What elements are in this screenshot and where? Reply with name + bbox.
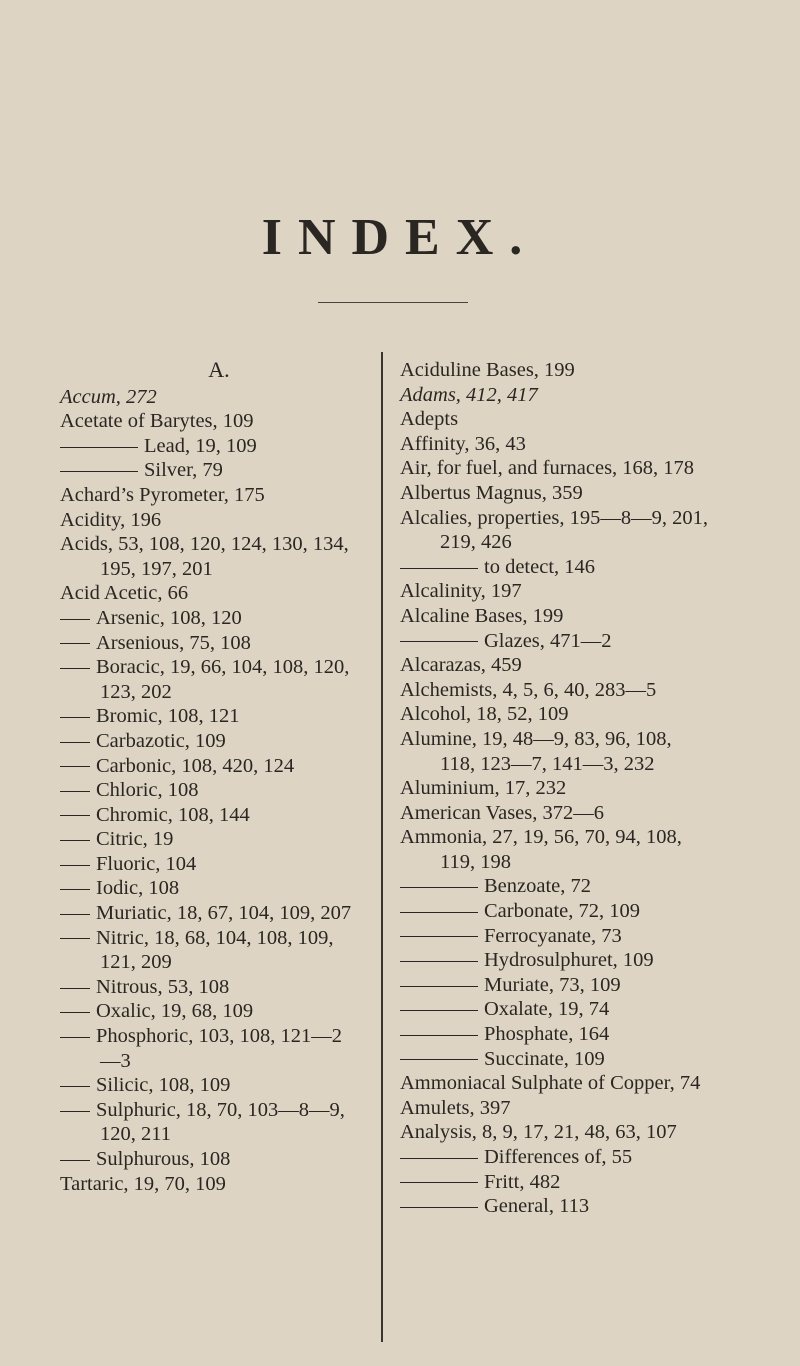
ditto-dash <box>60 471 138 472</box>
ditto-dash <box>60 619 90 620</box>
ditto-dash <box>60 791 90 792</box>
right-entry-list <box>400 358 796 1219</box>
ditto-dash <box>60 938 90 939</box>
index-entry-text: Muriatic, 18, 67, 104, 109, 207 <box>96 902 352 925</box>
ditto-dash <box>60 865 90 866</box>
index-entry <box>400 801 796 826</box>
ditto-dash <box>400 936 478 937</box>
page-title: INDEX. <box>261 209 539 266</box>
index-entry-text: Chromic, 108, 144 <box>96 803 250 826</box>
index-entry-text: Silver, 79 <box>144 459 223 482</box>
index-entry <box>400 924 796 949</box>
ditto-dash <box>60 643 90 644</box>
ditto-dash <box>400 1207 478 1208</box>
index-entry <box>400 555 796 580</box>
index-entry <box>60 434 378 459</box>
column-divider <box>381 352 383 1342</box>
ditto-dash <box>400 1010 478 1011</box>
index-entry-text: Glazes, 471—2 <box>484 629 612 652</box>
index-entry <box>60 827 378 852</box>
ditto-dash <box>60 1160 90 1161</box>
title-underline <box>318 302 468 303</box>
index-entry <box>400 1096 796 1121</box>
index-entry <box>400 629 796 654</box>
index-entry-continuation <box>400 752 796 777</box>
index-entry-text: Aciduline Bases, 199 <box>400 359 575 381</box>
index-entry <box>60 778 378 803</box>
index-entry <box>400 899 796 924</box>
index-entry <box>60 1172 378 1197</box>
index-entry-text: Succinate, 109 <box>484 1047 605 1070</box>
ditto-dash <box>60 1012 90 1013</box>
index-entry-text: American Vases, 372—6 <box>400 801 605 824</box>
ditto-dash <box>400 1059 478 1060</box>
index-entry <box>400 1071 796 1096</box>
ditto-dash <box>60 766 90 767</box>
index-entry-text: Acids, 53, 108, 120, 124, 130, 134, <box>60 533 349 556</box>
index-entry-continuation <box>400 530 796 555</box>
index-entry-text: Achard’s Pyrometer, 175 <box>60 483 265 506</box>
index-entry-text: Alcohol, 18, 52, 109 <box>400 703 569 726</box>
index-entry-text: 219, 426 <box>440 531 512 554</box>
ditto-dash <box>60 988 90 989</box>
index-entry-text: Oxalic, 19, 68, 109 <box>96 1000 254 1023</box>
index-entry-text: Fritt, 482 <box>484 1170 561 1193</box>
index-entry <box>400 874 796 899</box>
index-entry-text: Nitric, 18, 68, 104, 108, 109, <box>96 926 334 949</box>
ditto-dash <box>400 1182 478 1183</box>
index-entry <box>60 754 378 779</box>
index-entry-text: Silicic, 108, 109 <box>96 1074 231 1097</box>
index-entry <box>60 704 378 729</box>
index-entry-text: General, 113 <box>484 1195 590 1218</box>
index-entry-text: Alumine, 19, 48—9, 83, 96, 108, <box>400 727 672 750</box>
ditto-dash <box>60 717 90 718</box>
index-entry-text: Ammonia, 27, 19, 56, 70, 94, 108, <box>400 826 682 849</box>
index-entry <box>400 432 796 457</box>
index-entry <box>400 579 796 604</box>
index-entry-text: Citric, 19 <box>96 828 174 851</box>
index-entry <box>60 803 378 828</box>
index-entry-text: Benzoate, 72 <box>484 875 592 898</box>
index-entry <box>60 581 378 606</box>
left-column <box>60 358 378 1196</box>
index-entry-text: Sulphuric, 18, 70, 103—8—9, <box>96 1098 345 1121</box>
index-entry <box>400 481 796 506</box>
index-entry-continuation <box>60 680 378 705</box>
ditto-dash <box>400 961 478 962</box>
ditto-dash <box>60 815 90 816</box>
index-entry-text: Nitrous, 53, 108 <box>96 975 230 998</box>
ditto-dash <box>400 568 478 569</box>
index-entry-text: Oxalate, 19, 74 <box>484 998 610 1021</box>
right-column <box>400 358 796 1219</box>
index-entry <box>60 901 378 926</box>
index-entry-text: Bromic, 108, 121 <box>96 705 240 728</box>
ditto-dash <box>60 840 90 841</box>
index-entry-text: 119, 198 <box>440 850 511 873</box>
index-entry-text: Acetate of Barytes, 109 <box>60 410 254 433</box>
index-entry <box>60 729 378 754</box>
index-entry <box>400 653 796 678</box>
index-entry-text: Arsenic, 108, 120 <box>96 606 242 629</box>
index-entry-text: Carbazotic, 109 <box>96 729 226 752</box>
index-entry-text: Acidity, 196 <box>60 508 162 531</box>
index-entry <box>400 776 796 801</box>
index-entry-text: Affinity, 36, 43 <box>400 432 526 455</box>
index-entry <box>400 1145 796 1170</box>
index-entry <box>60 655 378 680</box>
index-entry-text: Phosphate, 164 <box>484 1023 610 1046</box>
ditto-dash <box>60 889 90 890</box>
ditto-dash <box>60 914 90 915</box>
index-entry-text: Acid Acetic, 66 <box>60 582 189 605</box>
index-entry <box>400 948 796 973</box>
ditto-dash <box>60 1037 90 1038</box>
index-entry <box>60 999 378 1024</box>
index-entry-text: Carbonic, 108, 420, 124 <box>96 754 295 777</box>
index-entry-text: Adepts <box>400 408 459 431</box>
ditto-dash <box>400 912 478 913</box>
index-entry <box>60 508 378 533</box>
ditto-dash <box>400 986 478 987</box>
ditto-dash <box>400 1158 478 1159</box>
section-letter: A. <box>208 357 230 382</box>
index-entry <box>400 973 796 998</box>
index-entry-text: Lead, 19, 109 <box>144 434 257 457</box>
index-entry-text: Ferrocyanate, 73 <box>484 924 622 947</box>
index-entry <box>60 1073 378 1098</box>
index-entry <box>60 409 378 434</box>
index-entry <box>60 483 378 508</box>
index-entry <box>400 1170 796 1195</box>
index-entry-text: Tartaric, 19, 70, 109 <box>60 1172 226 1195</box>
index-entry <box>400 678 796 703</box>
index-entry <box>400 407 796 432</box>
index-entry-text: Differences of, 55 <box>484 1146 633 1168</box>
index-entry-text: Accum, 272 <box>60 385 157 408</box>
index-entry <box>60 876 378 901</box>
index-entry <box>400 702 796 727</box>
index-entry-text: 120, 211 <box>100 1123 171 1146</box>
index-entry-text: Sulphurous, 108 <box>96 1148 231 1170</box>
ditto-dash <box>60 668 90 669</box>
index-entry-text: Alcaline Bases, 199 <box>400 604 564 627</box>
index-entry-text: Arsenious, 75, 108 <box>96 631 251 654</box>
index-entry-text: Air, for fuel, and furnaces, 168, 178 <box>400 457 695 480</box>
index-entry <box>400 825 796 850</box>
index-entry-text: Albertus Magnus, 359 <box>400 481 583 504</box>
index-entry-text: Alcarazas, 459 <box>400 654 522 677</box>
index-entry <box>60 1147 378 1172</box>
index-entry <box>60 532 378 557</box>
index-entry-text: —3 <box>100 1049 131 1072</box>
index-entry <box>60 852 378 877</box>
index-entry <box>60 1098 378 1123</box>
index-entry-text: Boracic, 19, 66, 104, 108, 120, <box>96 656 350 679</box>
index-entry-text: Phosphoric, 103, 108, 121—2 <box>96 1025 342 1048</box>
index-entry <box>400 1022 796 1047</box>
index-entry-text: 123, 202 <box>100 680 172 703</box>
ditto-dash <box>400 1035 478 1036</box>
index-entry-text: Chloric, 108 <box>96 779 199 802</box>
ditto-dash <box>400 887 478 888</box>
index-entry-text: Iodic, 108 <box>96 877 180 900</box>
index-entry <box>60 975 378 1000</box>
index-entry-text: Hydrosulphuret, 109 <box>484 949 654 972</box>
index-entry <box>400 1194 796 1219</box>
index-entry <box>400 604 796 629</box>
index-entry <box>60 606 378 631</box>
index-entry-text: Ammoniacal Sulphate of Copper, 74 <box>400 1072 701 1095</box>
index-entry-text: Amulets, 397 <box>400 1096 511 1119</box>
index-entry <box>60 1024 378 1049</box>
ditto-dash <box>60 447 138 448</box>
index-entry-text: Adams, 412, 417 <box>400 383 538 406</box>
ditto-dash <box>60 1111 90 1112</box>
index-entry <box>400 997 796 1022</box>
index-entry-text: Muriate, 73, 109 <box>484 973 621 996</box>
left-entry-list <box>60 385 378 1197</box>
index-entry <box>60 926 378 951</box>
index-entry-continuation <box>400 850 796 875</box>
ditto-dash <box>400 641 478 642</box>
index-entry <box>400 506 796 531</box>
index-entry-text: Fluoric, 104 <box>96 852 197 875</box>
index-entry-continuation <box>60 557 378 582</box>
index-entry <box>400 1047 796 1072</box>
index-entry-continuation <box>60 1122 378 1147</box>
index-entry <box>400 456 796 481</box>
index-entry-text: to detect, 146 <box>484 555 596 578</box>
index-entry-text: Alcalies, properties, 195—8—9, 201, <box>400 506 709 529</box>
index-entry-text: 118, 123—7, 141—3, 232 <box>440 752 655 775</box>
index-entry-continuation <box>60 1049 378 1074</box>
index-entry-continuation <box>60 950 378 975</box>
index-entry-text: Aluminium, 17, 232 <box>400 777 567 800</box>
index-entry <box>400 1120 796 1145</box>
index-entry-text: 121, 209 <box>100 951 172 974</box>
ditto-dash <box>60 742 90 743</box>
index-entry-text: Carbonate, 72, 109 <box>484 900 640 923</box>
index-entry <box>60 458 378 483</box>
index-entry <box>60 385 378 410</box>
index-entry-text: Alcalinity, 197 <box>400 580 522 603</box>
index-entry-text: Alchemists, 4, 5, 6, 40, 283—5 <box>400 678 657 701</box>
index-entry-text: Analysis, 8, 9, 17, 21, 48, 63, 107 <box>400 1121 677 1144</box>
index-entry <box>400 383 796 408</box>
index-entry <box>400 727 796 752</box>
index-entry <box>400 358 796 383</box>
ditto-dash <box>60 1086 90 1087</box>
index-entry-text: 195, 197, 201 <box>100 557 213 580</box>
index-entry <box>60 631 378 656</box>
